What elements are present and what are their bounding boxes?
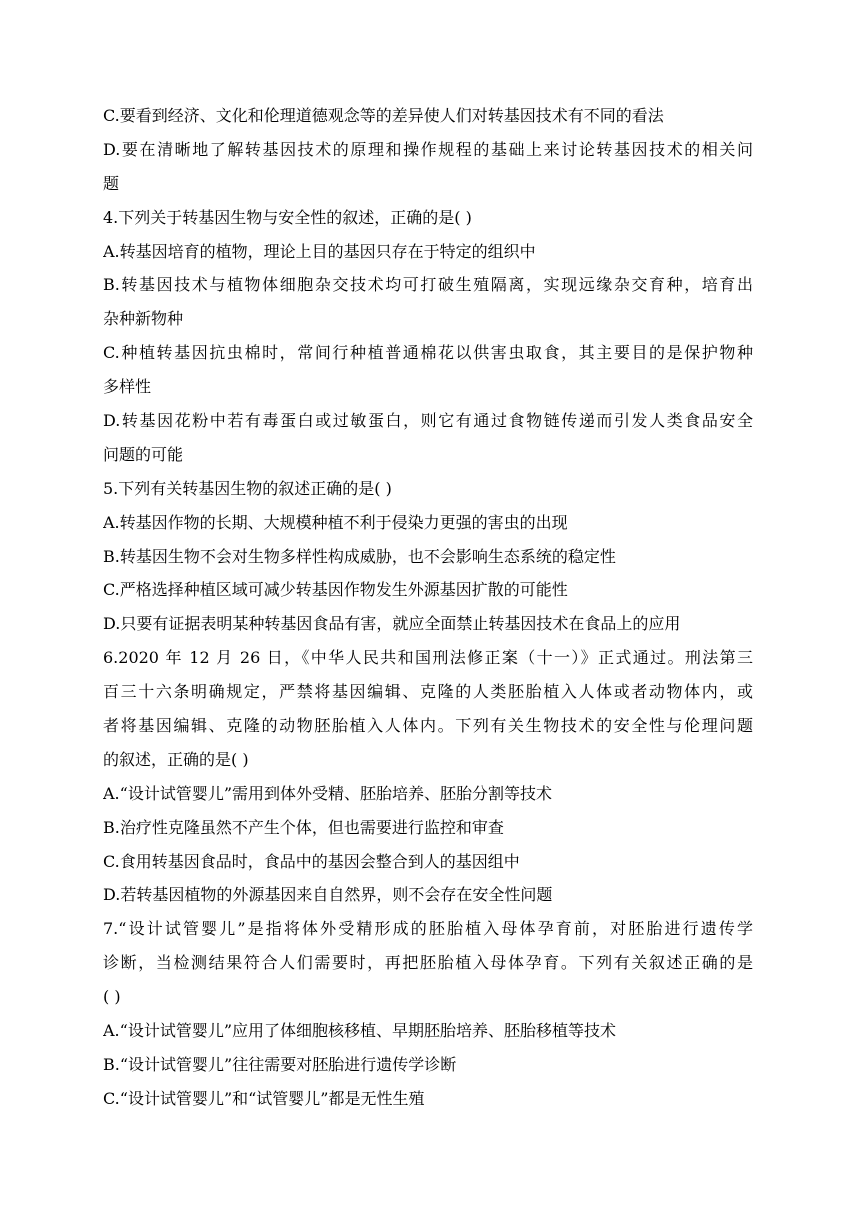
text-line: 多样性 — [103, 377, 152, 397]
text-line: D.只要有证据表明某种转基因食品有害，就应全面禁止转基因技术在食品上的应用 — [103, 614, 681, 634]
text-line: ( ) — [103, 987, 121, 1007]
text-line: C.严格选择种植区域可减少转基因作物发生外源基因扩散的可能性 — [103, 580, 568, 600]
text-line: 诊断，当检测结果符合人们需要时，再把胚胎植入母体孕育。下列有关叙述正确的是 — [103, 953, 753, 973]
text-line: C.要看到经济、文化和伦理道德观念等的差异使人们对转基因技术有不同的看法 — [103, 106, 664, 125]
text-line: D.要在清晰地了解转基因技术的原理和操作规程的基础上来讨论转基因技术的相关问 — [103, 139, 753, 159]
text-line: 杂种新物种 — [103, 309, 184, 329]
text-line: C.种植转基因抗虫棉时，常间行种植普通棉花以供害虫取食，其主要目的是保护物种 — [103, 343, 753, 363]
text-line: 者将基因编辑、克隆的动物胚胎植入人体内。下列有关生物技术的安全性与伦理问题 — [103, 716, 753, 736]
text-line: A.转基因作物的长期、大规模种植不利于侵染力更强的害虫的出现 — [103, 512, 568, 532]
text-line: 4.下列关于转基因生物与安全性的叙述，正确的是( ) — [103, 207, 472, 227]
text-line: 5.下列有关转基因生物的叙述正确的是( ) — [103, 478, 392, 498]
text-line: D.转基因花粉中若有毒蛋白或过敏蛋白，则它有通过食物链传递而引发人类食品安全 — [103, 411, 753, 431]
text-line: A.转基因培育的植物，理论上目的基因只存在于特定的组织中 — [103, 241, 536, 261]
text-line: 6.2020 年 12 月 26 日，《中华人民共和国刑法修正案（十一）》正式通过。刑法第三 — [103, 648, 753, 668]
text-line: C.食用转基因食品时，食品中的基因会整合到人的基因组中 — [103, 851, 520, 871]
text-line: B.治疗性克隆虽然不产生个体，但也需要进行监控和审查 — [103, 817, 504, 837]
text-line: C.“设计试管婴儿”和“试管婴儿”都是无性生殖 — [103, 1088, 425, 1108]
text-line: B.转基因生物不会对生物多样性构成威胁，也不会影响生态系统的稳定性 — [103, 546, 616, 566]
text-line: A.“设计试管婴儿”需用到体外受精、胚胎培养、胚胎分割等技术 — [103, 783, 553, 803]
text-line: 百三十六条明确规定，严禁将基因编辑、克隆的人类胚胎植入人体或者动物体内，或 — [103, 682, 753, 702]
text-line: D.若转基因植物的外源基因来自自然界，则不会存在安全性问题 — [103, 885, 553, 905]
text-line: A.“设计试管婴儿”应用了体细胞核移植、早期胚胎培养、胚胎移植等技术 — [103, 1021, 617, 1041]
text-line: 的叙述，正确的是( ) — [103, 749, 249, 769]
text-line: 题 — [103, 173, 120, 193]
text-line: 7.“设计试管婴儿”是指将体外受精形成的胚胎植入母体孕育前，对胚胎进行遗传学 — [103, 919, 753, 939]
text-line: B.“设计试管婴儿”往往需要对胚胎进行遗传学诊断 — [103, 1054, 457, 1074]
document-page — [103, 99, 753, 1116]
text-line: 问题的可能 — [103, 444, 184, 464]
text-line: B.转基因技术与植物体细胞杂交技术均可打破生殖隔离，实现远缘杂交育种，培育出 — [103, 275, 753, 295]
